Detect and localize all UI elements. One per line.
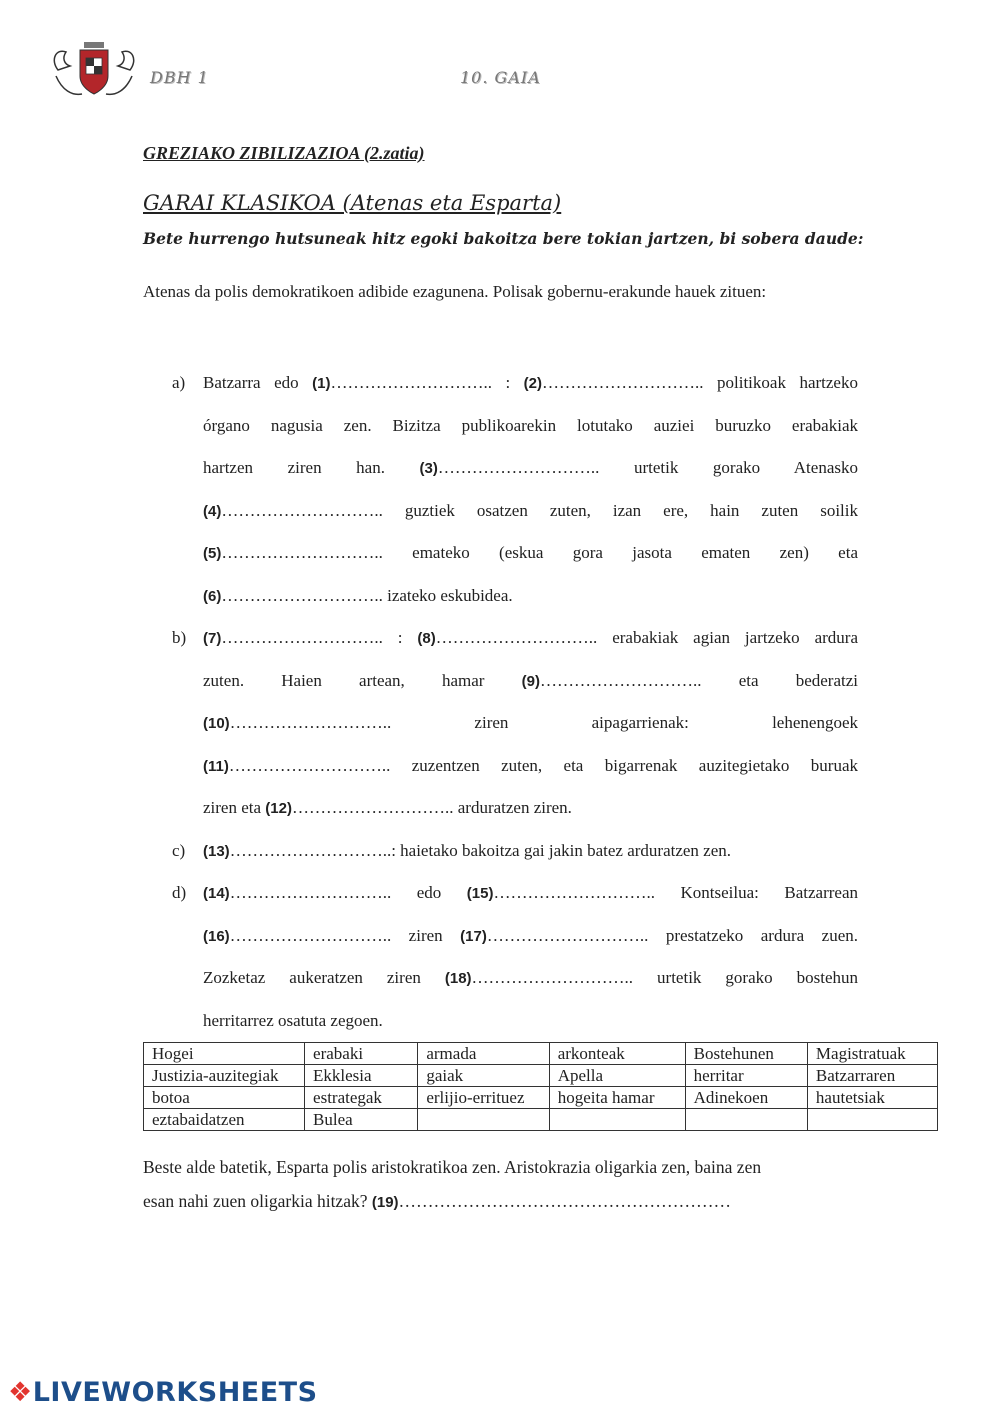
answer-blank[interactable]: ……………………….. erabakiak agian jartzeko ardura	[435, 628, 858, 647]
answer-blank[interactable]: ……………………….. eta bederatzi	[540, 670, 858, 690]
blank-number: (3)	[419, 460, 438, 477]
blank-number: (11)	[203, 757, 229, 775]
word-cell	[807, 1109, 937, 1131]
exercise-item	[143, 617, 858, 830]
blank-number: (9)	[521, 672, 541, 690]
closing-line-2-text: esan nahi zuen oligarkia hitzak?	[143, 1191, 372, 1211]
header-course: DBH 1	[150, 68, 209, 87]
word-cell	[549, 1109, 685, 1131]
blank-number: (6)	[203, 587, 222, 605]
blank-number: (14)	[203, 885, 230, 902]
answer-blank[interactable]: ……………………….. emateko (eskua gora jasota ematen zen) eta	[221, 543, 858, 562]
item-letter: a)	[172, 373, 186, 392]
table-row	[144, 1065, 938, 1087]
section-subtitle: GARAI KLASIKOA (Atenas eta Esparta)	[143, 191, 562, 215]
item-line	[203, 532, 858, 575]
item-body	[203, 872, 858, 1042]
item-text: órgano nagusia zen. Bizitza publikoarekin lotutako auziei buruzko erabakiak	[203, 415, 858, 435]
word-cell: erlijio-errituez	[418, 1087, 549, 1109]
closing-line-1: Beste alde batetik, Esparta polis aristokratikoa zen. Aristokrazia oligarkia zen, baina zen	[143, 1157, 762, 1177]
blank-number: (19)	[371, 1194, 399, 1211]
word-cell: armada	[418, 1043, 549, 1065]
table-row	[144, 1109, 938, 1131]
item-letter: c)	[172, 840, 186, 860]
blank-number: (18)	[444, 970, 472, 987]
word-cell: Batzarraren	[807, 1065, 937, 1087]
item-line	[203, 405, 858, 448]
item-line	[203, 957, 858, 1000]
blank-number: (16)	[203, 927, 230, 945]
word-cell: gaiak	[418, 1065, 549, 1087]
item-line	[203, 872, 858, 915]
answer-blank[interactable]: ……………………….. :	[221, 628, 418, 647]
word-cell: Bostehunen	[685, 1043, 807, 1065]
item-body	[203, 362, 858, 617]
blank-number: (4)	[203, 502, 222, 520]
blank-number: (7)	[203, 630, 222, 647]
word-cell: Justizia-auzitegiak	[144, 1065, 305, 1087]
word-cell: arkonteak	[549, 1043, 685, 1065]
blank-number: (8)	[417, 630, 436, 647]
answer-blank[interactable]: ……………………….. prestatzeko ardura zuen.	[486, 925, 858, 945]
answer-blank[interactable]: ……………………….. urtetik gorako bostehun	[471, 968, 858, 987]
word-cell: botoa	[144, 1087, 305, 1109]
table-row	[144, 1087, 938, 1109]
school-crest-logo	[48, 40, 140, 102]
item-letter: d)	[172, 883, 187, 902]
liveworksheets-logo	[8, 1377, 318, 1408]
word-cell: Apella	[549, 1065, 685, 1087]
intro-paragraph: Atenas da polis demokratikoen adibide ezagunena. Polisak gobernu-erakunde hauek zituen:	[143, 282, 767, 301]
answer-blank[interactable]: ……………………….. :	[330, 373, 524, 392]
word-cell: estrategak	[305, 1087, 418, 1109]
item-text: zuten. Haien artean, hamar	[203, 670, 522, 690]
page-title: GREZIAKO ZIBILIZAZIOA (2.zatia)	[143, 143, 425, 163]
word-cell: Ekklesia	[305, 1065, 418, 1087]
blank-number: (17)	[460, 927, 487, 945]
word-bank-table	[143, 1042, 938, 1131]
word-cell	[418, 1109, 549, 1131]
item-line	[203, 830, 858, 873]
item-line	[203, 362, 858, 405]
blank-number: (13)	[203, 842, 230, 860]
item-text: hartzen ziren han.	[203, 458, 420, 477]
answer-blank[interactable]: ……………………….. urtetik gorako Atenasko	[437, 458, 858, 477]
word-cell: eztabaidatzen	[144, 1109, 305, 1131]
word-cell: Magistratuak	[807, 1043, 937, 1065]
word-cell: herritar	[685, 1065, 807, 1087]
answer-blank[interactable]: ……………………….. edo	[229, 883, 467, 902]
answer-blank[interactable]: ……………………….. zuzentzen zuten, eta bigarrenak auzitegietako buruak	[228, 755, 858, 775]
blank-number: (2)	[523, 375, 543, 392]
exercise-list	[143, 362, 858, 1042]
answer-blank[interactable]: ……………………….. izateko eskubidea.	[221, 585, 513, 605]
answer-blank[interactable]: …………………………………………………	[398, 1191, 732, 1211]
item-line	[203, 447, 858, 490]
answer-blank[interactable]: ……………………….. ziren aipagarrienak: lehenengoek	[229, 713, 858, 732]
brand-mark-icon: ❖	[8, 1377, 33, 1408]
answer-blank[interactable]: ……………………….. ziren	[229, 925, 461, 945]
item-body	[203, 830, 858, 873]
exercise-item	[143, 830, 858, 873]
item-line	[203, 915, 858, 958]
item-line	[203, 617, 858, 660]
word-cell	[685, 1109, 807, 1131]
item-letter: b)	[172, 628, 187, 647]
blank-number: (12)	[265, 800, 292, 817]
answer-blank[interactable]: ……………………….. arduratzen ziren.	[291, 798, 572, 817]
answer-blank[interactable]: ……………………….. Kontseilua: Batzarrean	[493, 883, 858, 902]
blank-number: (1)	[312, 375, 331, 392]
closing-line-2	[143, 1184, 863, 1220]
brand-text: LIVEWORKSHEETS	[32, 1377, 318, 1408]
item-line	[203, 787, 858, 830]
item-line	[203, 745, 858, 788]
answer-blank[interactable]: ……………………….. politikoak hartzeko	[542, 373, 858, 392]
word-cell: hautetsiak	[807, 1087, 937, 1109]
item-line	[203, 575, 858, 618]
blank-number: (10)	[203, 715, 230, 732]
word-cell: erabaki	[305, 1043, 418, 1065]
word-cell: hogeita hamar	[549, 1087, 685, 1109]
answer-blank[interactable]: ………………………..: haietako bakoitza gai jakin batez arduratzen zen.	[229, 840, 732, 860]
item-line	[203, 660, 858, 703]
item-line	[203, 702, 858, 745]
item-text: Zozketaz aukeratzen ziren	[203, 968, 445, 987]
word-cell: Bulea	[305, 1109, 418, 1131]
blank-number: (15)	[466, 885, 494, 902]
table-row	[144, 1043, 938, 1065]
item-body	[203, 617, 858, 830]
item-text: Batzarra edo	[203, 373, 313, 392]
word-cell: Hogei	[144, 1043, 305, 1065]
item-text: ziren eta	[203, 798, 266, 817]
word-cell: Adinekoen	[685, 1087, 807, 1109]
header-unit: 10. GAIA	[460, 68, 541, 87]
item-text: herritarrez osatuta zegoen.	[203, 1010, 383, 1030]
exercise-item	[143, 872, 858, 1042]
closing-question	[143, 1150, 863, 1220]
blank-number: (5)	[203, 545, 222, 562]
answer-blank[interactable]: ……………………….. guztiek osatzen zuten, izan ere, hain zuten soilik	[221, 500, 858, 520]
item-line	[203, 1000, 858, 1043]
instructions: Bete hurrengo hutsuneak hitz egoki bakoitza bere tokian jartzen, bi sobera daude:	[143, 229, 864, 248]
item-line	[203, 490, 858, 533]
exercise-item	[143, 362, 858, 617]
